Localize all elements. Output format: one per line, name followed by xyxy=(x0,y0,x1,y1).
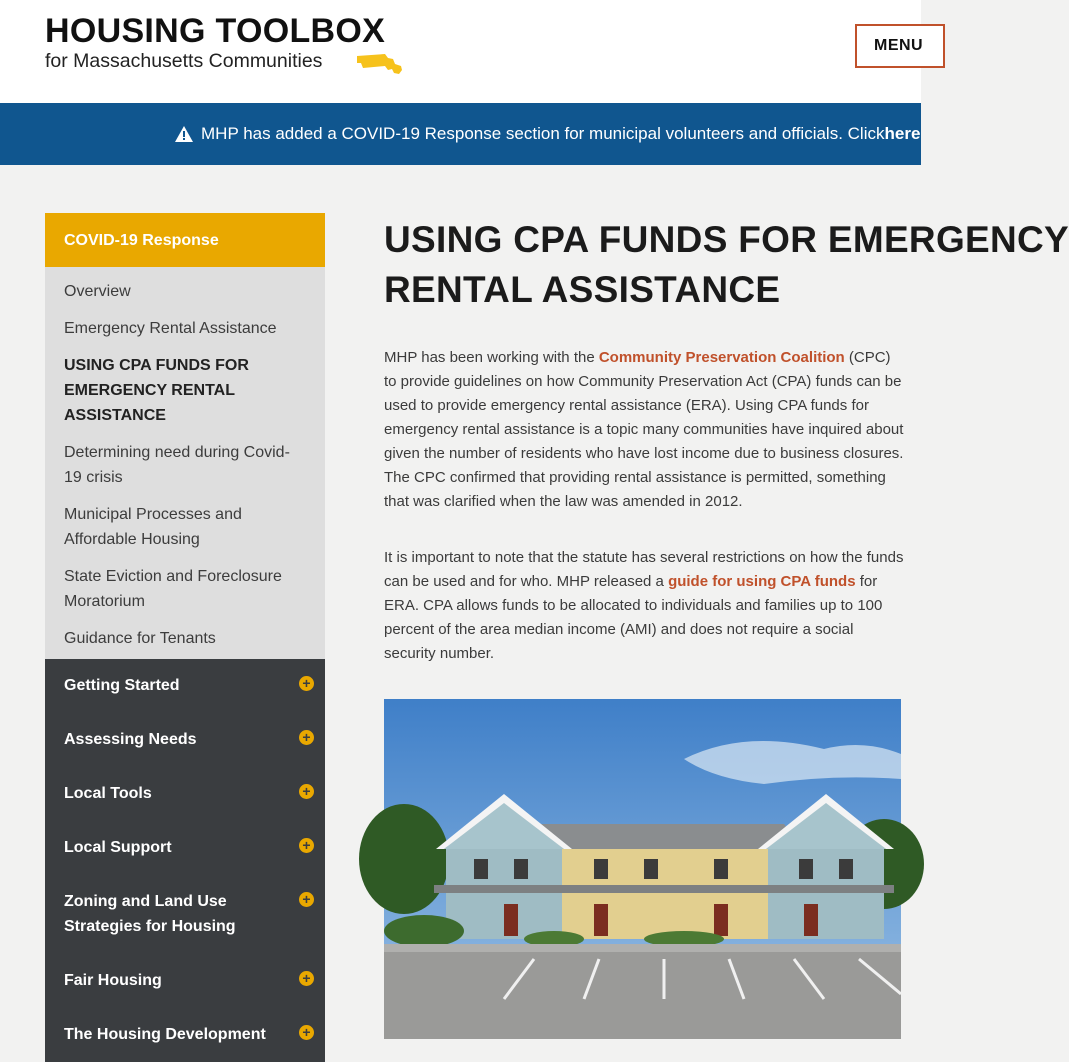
expand-plus-icon[interactable]: + xyxy=(299,784,314,799)
p2-text-b: for ERA. CPA allows funds to be allocated to individuals and families up to 100 percent of the area median income (AMI) and does not require a social security number. xyxy=(384,573,883,662)
subnav-item-guidance-tenants[interactable]: Guidance for Tenants xyxy=(64,630,216,647)
sidebar-item-getting-started[interactable] xyxy=(45,659,325,713)
site-logo[interactable] xyxy=(45,14,385,72)
expand-plus-icon[interactable]: + xyxy=(299,838,314,853)
subnav-item-emergency-rental-assistance[interactable]: Emergency Rental Assistance xyxy=(64,320,277,337)
alert-here-link[interactable]: here xyxy=(884,124,921,143)
sidebar-item-zoning[interactable] xyxy=(45,875,325,954)
sidebar-item-label: Local Support xyxy=(64,839,172,856)
subnav-item-determining-need[interactable]: Determining need during Covid-19 crisis xyxy=(64,444,290,486)
p1-text-b: (CPC) to provide guidelines on how Community Preservation Act (CPA) funds can be used to provide emergency rental assistance (ERA). Using CPA funds for emergency rental assistance is a topic many communities have inquired about given the number of residents who have lost income due to business closures. The CPC confirmed that providing rental assistance is permitted, something that was clarified when the law was amended in 2012. xyxy=(384,349,904,510)
alert-text: MHP has added a COVID-19 Response section for municipal volunteers and officials. Click xyxy=(201,124,885,143)
expand-plus-icon[interactable]: + xyxy=(299,730,314,745)
subnav-item-eviction-moratorium[interactable]: State Eviction and Foreclosure Moratorium xyxy=(64,568,282,610)
sidebar-item-housing-development[interactable] xyxy=(45,1008,325,1062)
restrictions-paragraph xyxy=(384,546,904,666)
cpa-guide-link[interactable]: guide for using CPA funds xyxy=(668,573,856,590)
expand-plus-icon[interactable]: + xyxy=(299,1025,314,1040)
sidebar-item-fair-housing[interactable] xyxy=(45,954,325,1008)
page-title-line-2: RENTAL ASSISTANCE xyxy=(384,269,781,310)
expand-plus-icon[interactable]: + xyxy=(299,892,314,907)
p2-text-a: It is important to note that the statute has several restrictions on how the funds can be used and for who. MHP released a xyxy=(384,549,904,590)
covid-alert-banner xyxy=(0,103,921,165)
main-content xyxy=(384,213,1069,1039)
housing-photo xyxy=(384,699,901,1039)
sidebar-item-label: The Housing Development xyxy=(64,1026,266,1043)
logo-subtitle: for Massachusetts Communities xyxy=(45,50,323,72)
intro-paragraph xyxy=(384,346,904,514)
sidebar-subnav xyxy=(45,267,325,659)
warning-icon xyxy=(175,126,193,142)
sidebar-item-label: Zoning and Land Use Strategies for Housing xyxy=(64,893,236,935)
p1-text-a: MHP has been working with the xyxy=(384,349,599,366)
sidebar-item-label: Local Tools xyxy=(64,785,152,802)
expand-plus-icon[interactable]: + xyxy=(299,676,314,691)
subnav-item-cpa-funds-active[interactable]: USING CPA FUNDS FOR EMERGENCY RENTAL ASSISTANCE xyxy=(64,357,249,424)
site-header xyxy=(0,0,924,103)
expand-plus-icon[interactable]: + xyxy=(299,971,314,986)
logo-title: HOUSING TOOLBOX xyxy=(45,12,386,50)
subnav-item-overview[interactable]: Overview xyxy=(64,283,131,300)
sidebar-item-local-tools[interactable] xyxy=(45,767,325,821)
page-title xyxy=(384,215,1069,315)
sidebar-item-local-support[interactable] xyxy=(45,821,325,875)
sidebar-main-sections xyxy=(45,659,325,1062)
sidebar-item-assessing-needs[interactable] xyxy=(45,713,325,767)
massachusetts-map-icon xyxy=(355,52,403,78)
sidebar-section-covid[interactable]: COVID-19 Response xyxy=(45,213,325,267)
subnav-item-municipal-processes[interactable]: Municipal Processes and Affordable Housing xyxy=(64,506,242,548)
menu-button[interactable]: MENU xyxy=(855,24,945,68)
sidebar-item-label: Assessing Needs xyxy=(64,731,197,748)
sidebar-item-label: Getting Started xyxy=(64,677,180,694)
sidebar-nav xyxy=(45,213,325,1062)
cpc-link[interactable]: Community Preservation Coalition xyxy=(598,349,845,366)
page-title-line-1: USING CPA FUNDS FOR EMERGENCY xyxy=(384,219,1069,260)
sidebar-item-label: Fair Housing xyxy=(64,972,162,989)
